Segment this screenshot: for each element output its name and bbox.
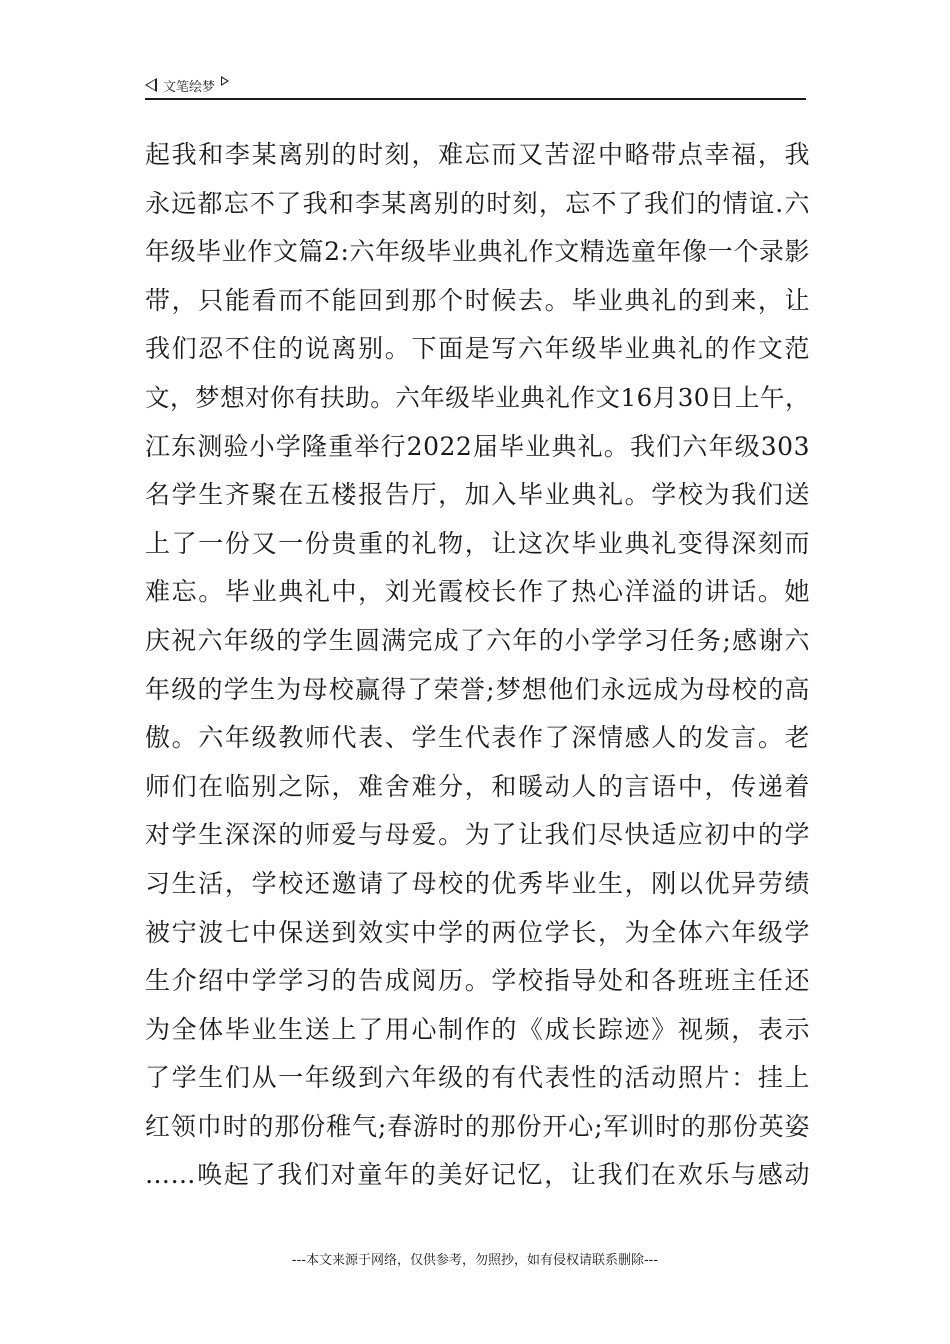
- text-line: 带，只能看而不能回到那个时候去。毕业典礼的到来，让: [145, 285, 810, 315]
- text-line: 名学生齐聚在五楼报告厅，加入毕业典礼。学校为我们送: [145, 480, 810, 510]
- text-line: 被宁波七中保送到效实中学的两位学长，为全体六年级学: [145, 917, 810, 947]
- text-line: 对学生深深的师爱与母爱。为了让我们尽快适应初中的学: [145, 820, 810, 850]
- document-body: [145, 131, 810, 1200]
- text-line: 庆祝六年级的学生圆满完成了六年的小学学习任务;感谢六: [145, 625, 810, 655]
- text-line: 我们忍不住的说离别。下面是写六年级毕业典礼的作文范: [145, 334, 810, 364]
- text-line: 江东测验小学隆重举行2022届毕业典礼。我们六年级303: [145, 431, 810, 461]
- text-line: 了学生们从一年级到六年级的有代表性的活动照片：挂上: [145, 1063, 810, 1093]
- text-line: 年级的学生为母校赢得了荣誉;梦想他们永远成为母校的高: [145, 674, 810, 704]
- text-line: 红领巾时的那份稚气;春游时的那份开心;军训时的那份英姿: [145, 1111, 810, 1141]
- text-line: 年级毕业作文篇2:六年级毕业典礼作文精选童年像一个录影: [145, 237, 810, 267]
- text-line: 师们在临别之际，难舍难分，和暖动人的言语中，传递着: [145, 771, 810, 801]
- text-line: 生介绍中学学习的告成阅历。学校指导处和各班班主任还: [145, 966, 810, 996]
- header-brand: 文笔绘梦: [163, 79, 216, 95]
- page-footer: ---本文来源于网络，仅供参考，勿照抄，如有侵权请联系删除---: [291, 1253, 659, 1268]
- text-line: 文，梦想对你有扶助。六年级毕业典礼作文16月30日上午，: [145, 382, 810, 412]
- text-line: 傲。六年级教师代表、学生代表作了深情感人的发言。老: [145, 723, 810, 753]
- triangle-right-icon: [221, 76, 229, 86]
- text-line: 永远都忘不了我和李某离别的时刻，忘不了我们的情谊.六: [145, 188, 810, 218]
- text-line: 上了一份又一份贵重的礼物，让这次毕业典礼变得深刻而: [145, 528, 810, 558]
- text-line: 为全体毕业生送上了用心制作的《成长踪迹》视频，表示: [145, 1014, 810, 1044]
- text-line: 习生活，学校还邀请了母校的优秀毕业生，刚以优异劳绩: [145, 868, 810, 898]
- triangle-left-icon: [145, 78, 157, 92]
- page-header: [145, 74, 806, 100]
- text-line: ……唤起了我们对童年的美好记忆，让我们在欢乐与感动: [145, 1160, 810, 1190]
- text-line: 起我和李某离别的时刻，难忘而又苦涩中略带点幸福，我: [145, 140, 810, 169]
- text-line: 难忘。毕业典礼中，刘光霞校长作了热心洋溢的讲话。她: [145, 577, 810, 607]
